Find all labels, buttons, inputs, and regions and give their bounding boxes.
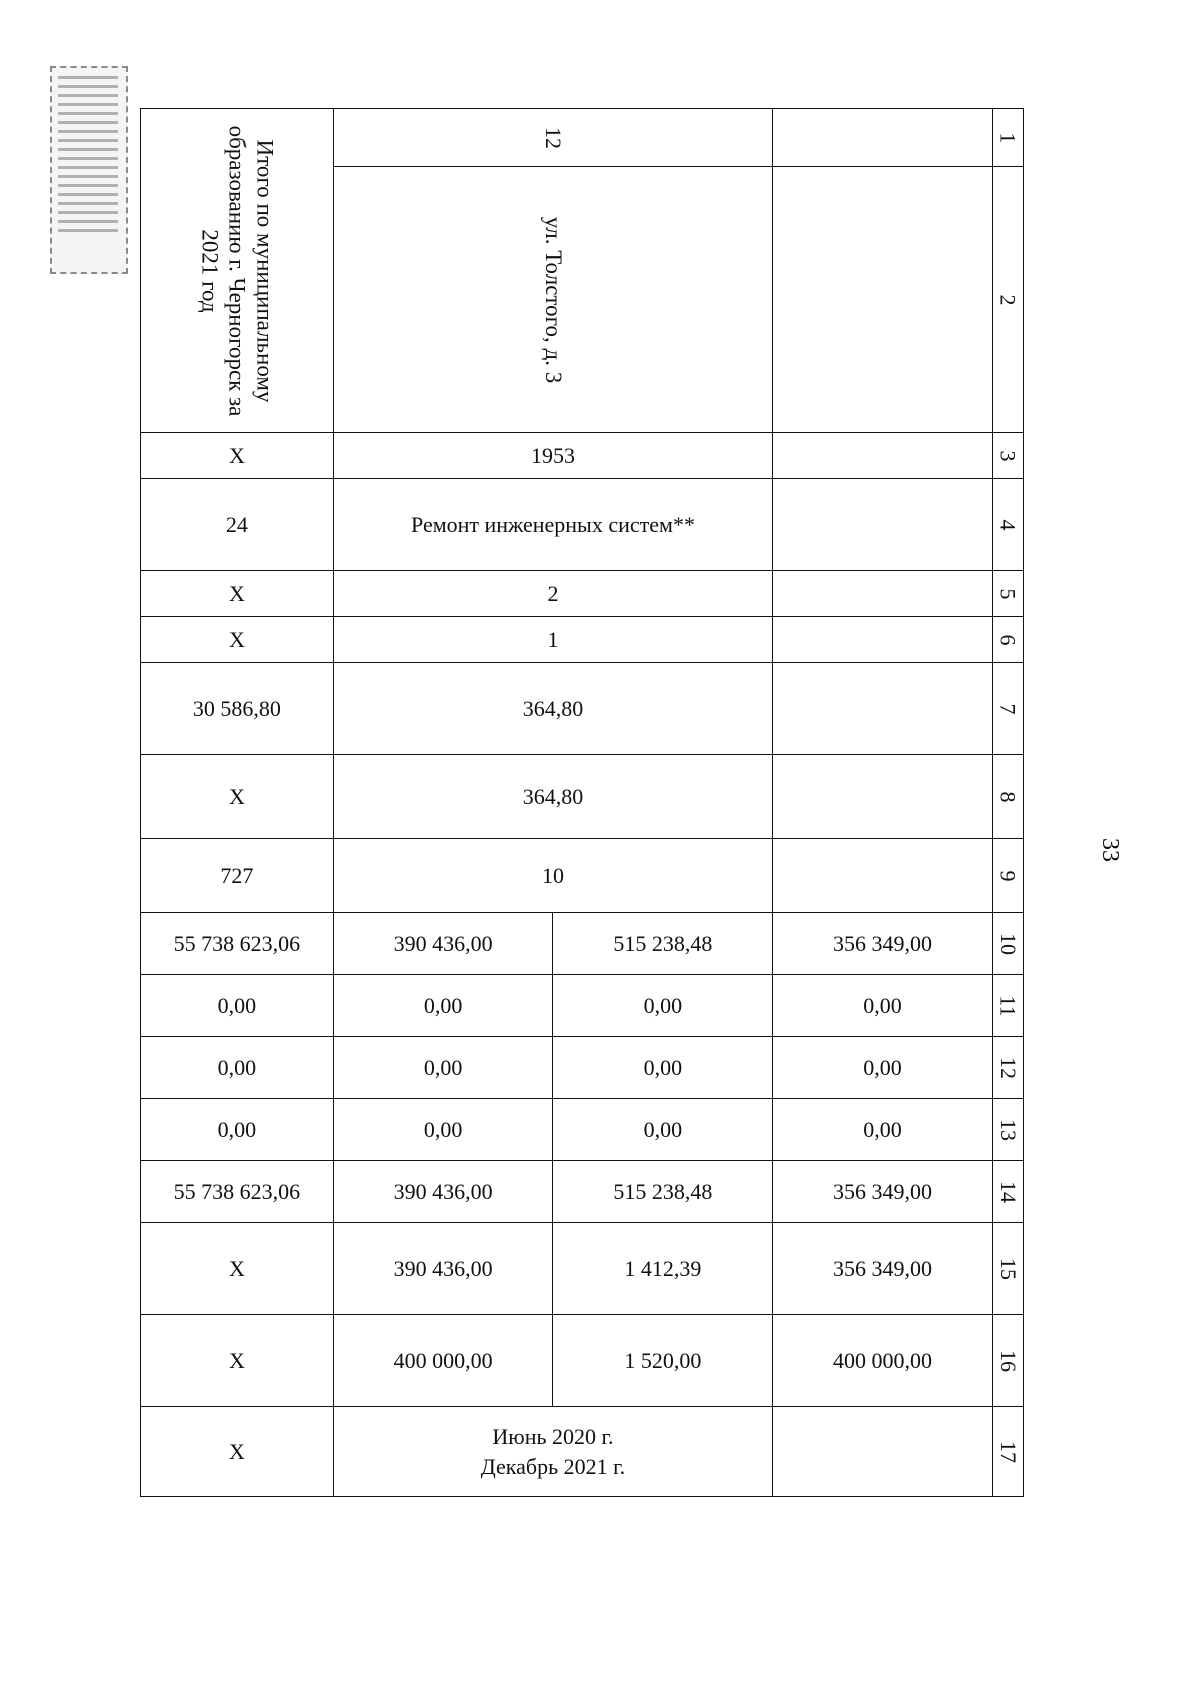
table-row: [141, 839, 1024, 913]
row-number-cell: [992, 755, 1023, 839]
row-number: 1: [995, 132, 1021, 143]
address-text: ул. Толстого, д. 3: [540, 216, 566, 383]
total-cell: X: [141, 617, 334, 663]
row-number-cell: [992, 479, 1023, 571]
row-number-cell: [992, 1407, 1023, 1497]
empty-cell: [773, 167, 993, 433]
row-number: 6: [995, 634, 1021, 645]
value-cell: 515 238,48: [553, 913, 773, 975]
row-number: 4: [995, 519, 1021, 530]
row-number-cell: [992, 839, 1023, 913]
row-number-cell: [992, 975, 1023, 1037]
total-cell: 0,00: [141, 1099, 334, 1161]
total-cell: 0,00: [141, 1037, 334, 1099]
value-cell: 400 000,00: [333, 1315, 553, 1407]
empty-cell: [773, 755, 993, 839]
table-row: [141, 617, 1024, 663]
program-table: [140, 108, 1024, 1497]
value-cell: Ремонт инженерных систем**: [333, 479, 772, 571]
row-number: 2: [995, 294, 1021, 305]
empty-cell: [773, 617, 993, 663]
row-number-cell: [992, 663, 1023, 755]
row-number: 10: [995, 932, 1021, 955]
row-number: 14: [995, 1180, 1021, 1203]
address-cell: [333, 167, 772, 433]
empty-cell: [773, 479, 993, 571]
row-number: 7: [995, 703, 1021, 714]
row-number: 13: [995, 1118, 1021, 1141]
row-number: 12: [995, 1056, 1021, 1079]
stamp-text-lines: [58, 76, 118, 262]
value-cell: 356 349,00: [773, 1161, 993, 1223]
empty-cell: [773, 109, 993, 167]
row-number: 5: [995, 588, 1021, 599]
total-label-cell: [141, 109, 334, 433]
total-cell: X: [141, 571, 334, 617]
table-row: [141, 1407, 1024, 1497]
empty-cell: [773, 839, 993, 913]
row-number-cell: [992, 433, 1023, 479]
page-number: 33: [1097, 838, 1123, 862]
total-cell: 727: [141, 839, 334, 913]
period-end: Декабрь 2021 г.: [480, 1453, 626, 1479]
item-number-cell: [333, 109, 772, 167]
value-cell: 1: [333, 617, 772, 663]
row-number-cell: [992, 617, 1023, 663]
period-start: Июнь 2020 г.: [492, 1423, 614, 1449]
table-row: [141, 1315, 1024, 1407]
row-number-cell: [992, 913, 1023, 975]
row-number: 11: [995, 994, 1021, 1017]
value-cell: 0,00: [333, 1037, 553, 1099]
value-cell: 2: [333, 571, 772, 617]
value-cell: 0,00: [553, 975, 773, 1037]
row-number: 9: [995, 870, 1021, 881]
table-row: [141, 571, 1024, 617]
row-number: 3: [995, 450, 1021, 461]
row-number: 15: [995, 1257, 1021, 1280]
value-cell: 0,00: [773, 1099, 993, 1161]
total-cell: X: [141, 1315, 334, 1407]
row-number-cell: [992, 167, 1023, 433]
value-cell: 0,00: [773, 975, 993, 1037]
period-cell: [333, 1407, 772, 1497]
row-number: 17: [995, 1440, 1021, 1463]
total-cell: 30 586,80: [141, 663, 334, 755]
value-cell: 390 436,00: [333, 1223, 553, 1315]
value-cell: 364,80: [333, 755, 772, 839]
value-cell: 1953: [333, 433, 772, 479]
total-label: Итого по муниципальному образованию г. Черногорск за 2021 год: [197, 125, 278, 416]
total-cell: X: [141, 1407, 334, 1497]
value-cell: 515 238,48: [553, 1161, 773, 1223]
value-cell: 0,00: [553, 1037, 773, 1099]
total-cell: 55 738 623,06: [141, 1161, 334, 1223]
table-row: [141, 1161, 1024, 1223]
value-cell: 356 349,00: [773, 1223, 993, 1315]
table-row: [141, 1223, 1024, 1315]
total-cell: 0,00: [141, 975, 334, 1037]
total-cell: X: [141, 1223, 334, 1315]
value-cell: 1 520,00: [553, 1315, 773, 1407]
value-cell: 400 000,00: [773, 1315, 993, 1407]
table-row: [141, 663, 1024, 755]
empty-cell: [773, 571, 993, 617]
value-cell: 10: [333, 839, 772, 913]
row-number-cell: [992, 1315, 1023, 1407]
table-row: [141, 479, 1024, 571]
row-number: 16: [995, 1349, 1021, 1372]
item-number: 12: [541, 126, 567, 149]
table-row: [141, 755, 1024, 839]
value-cell: 0,00: [333, 975, 553, 1037]
table-row: [141, 1037, 1024, 1099]
row-number: 8: [995, 791, 1021, 802]
table-row: [141, 1099, 1024, 1161]
table-row: [141, 433, 1024, 479]
table-row: [141, 109, 1024, 167]
table-row: [141, 913, 1024, 975]
empty-cell: [773, 433, 993, 479]
registration-stamp: [50, 66, 128, 274]
value-cell: 0,00: [553, 1099, 773, 1161]
value-cell: 390 436,00: [333, 913, 553, 975]
row-number-cell: [992, 1099, 1023, 1161]
table-row: [141, 975, 1024, 1037]
row-number-cell: [992, 109, 1023, 167]
total-cell: 24: [141, 479, 334, 571]
empty-cell: [773, 663, 993, 755]
row-number-cell: [992, 1161, 1023, 1223]
row-number-cell: [992, 1223, 1023, 1315]
total-cell: 55 738 623,06: [141, 913, 334, 975]
empty-cell: [773, 1407, 993, 1497]
value-cell: 390 436,00: [333, 1161, 553, 1223]
value-cell: 0,00: [333, 1099, 553, 1161]
row-number-cell: [992, 1037, 1023, 1099]
value-cell: 0,00: [773, 1037, 993, 1099]
total-cell: X: [141, 755, 334, 839]
row-number-cell: [992, 571, 1023, 617]
value-cell: 364,80: [333, 663, 772, 755]
value-cell: 356 349,00: [773, 913, 993, 975]
value-cell: 1 412,39: [553, 1223, 773, 1315]
total-cell: X: [141, 433, 334, 479]
